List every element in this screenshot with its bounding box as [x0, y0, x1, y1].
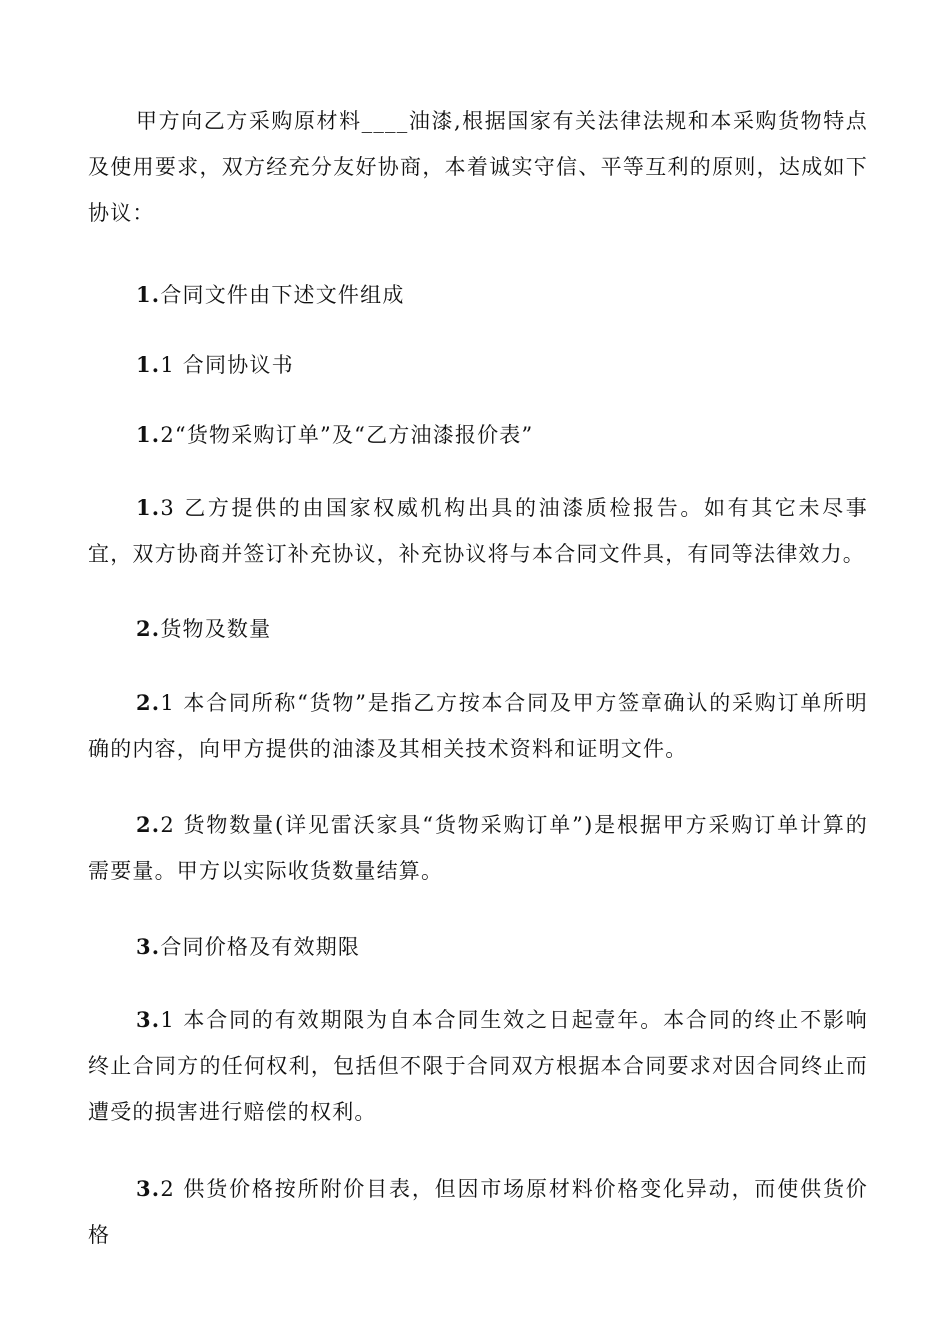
clause-number: 3. [136, 1007, 161, 1032]
clause-text: 1 本合同所称“货物”是指乙方按本合同及甲方签章确认的采购订单所明确的内容，向甲方提供的油漆及其相关技术资料和证明文件。 [88, 691, 868, 761]
clause-text: 货物及数量 [160, 617, 272, 641]
clause-text: 2 货物数量(详见雷沃家具“货物采购订单”)是根据甲方采购订单计算的需要量。甲方以实际收货数量结算。 [88, 813, 868, 883]
clause-number: 1. [136, 282, 161, 307]
clause-text: 1 本合同的有效期限为自本合同生效之日起壹年。本合同的终止不影响终止合同方的任何权利，包括但不限于合同双方根据本合同要求对因合同终止而遭受的损害进行赔偿的权利。 [88, 1008, 868, 1124]
clause-number: 1. [136, 352, 161, 377]
clause-1-2 [88, 412, 868, 458]
clause-number: 1. [136, 422, 161, 447]
clause-1 [88, 272, 868, 318]
clause-number: 2. [136, 616, 161, 641]
clause-3-1 [88, 997, 868, 1135]
clause-2-2 [88, 802, 868, 894]
clause-2 [88, 606, 868, 652]
clause-text: 2 供货价格按所附价目表，但因市场原材料价格变化异动，而使供货价格 [88, 1177, 868, 1247]
clause-number: 3. [136, 934, 161, 959]
clause-3 [88, 924, 868, 970]
clause-text: 合同文件由下述文件组成 [160, 283, 405, 307]
clause-number: 2. [136, 690, 161, 715]
clause-1-1 [88, 342, 868, 388]
intro-paragraph: 甲方向乙方采购原材料____油漆,根据国家有关法律法规和本采购货物特点及使用要求，双方经充分友好协商，本着诚实守信、平等互利的原则，达成如下协议： [88, 109, 868, 225]
clause-3-2 [88, 1166, 868, 1258]
clause-text: 1 合同协议书 [160, 353, 294, 377]
clause-text: 合同价格及有效期限 [160, 935, 361, 959]
clause-2-1 [88, 680, 868, 772]
clause-number: 1. [136, 495, 161, 520]
clause-1-3 [88, 485, 868, 577]
clause-text: 3 乙方提供的由国家权威机构出具的油漆质检报告。如有其它未尽事宜，双方协商并签订补充协议，补充协议将与本合同文件具，有同等法律效力。 [88, 496, 868, 566]
clause-number: 3. [136, 1176, 161, 1201]
clause-text: 2“货物采购订单”及“乙方油漆报价表” [160, 423, 534, 447]
clause-number: 2. [136, 812, 161, 837]
